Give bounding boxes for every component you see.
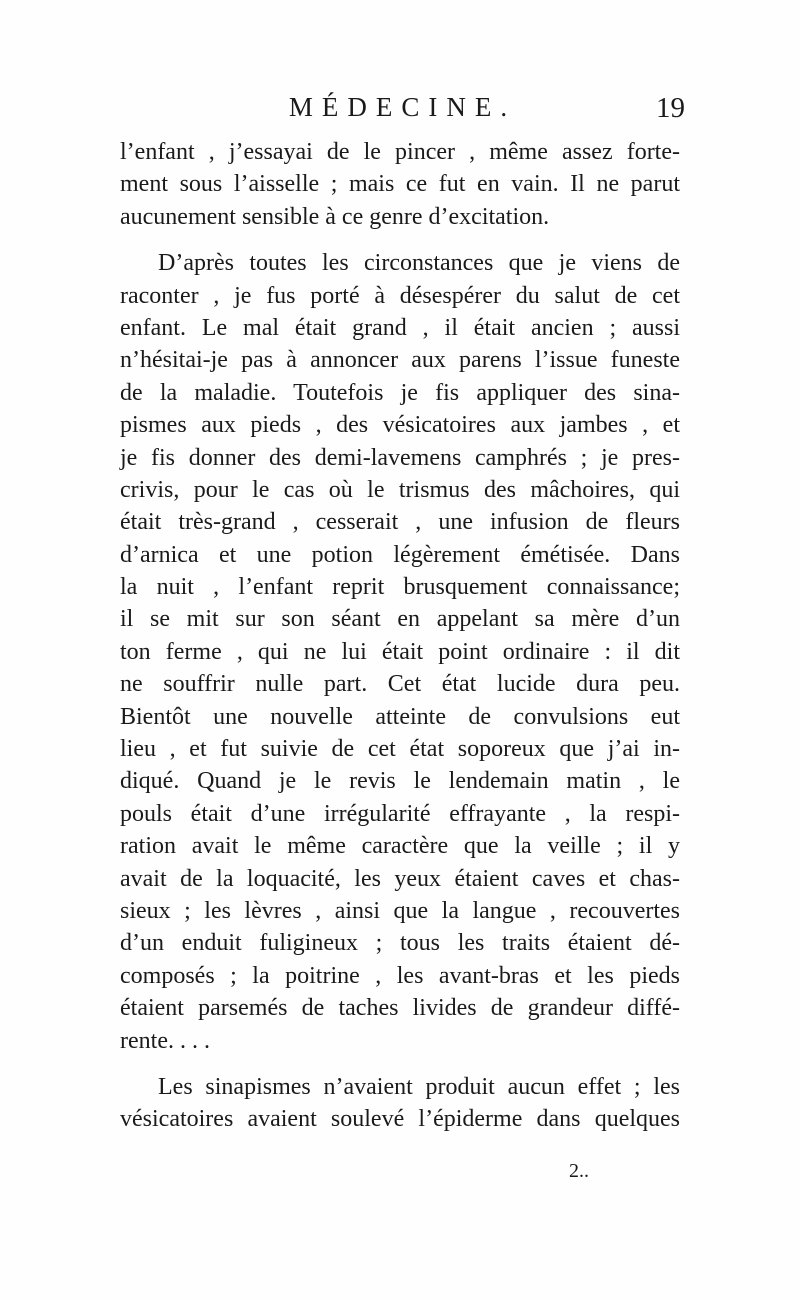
- text-line: de la maladie. Toutefois je fis appliquer des sina-: [120, 379, 680, 406]
- text-line: je fis donner des demi-lavemens camphrés ; je pres-: [120, 444, 680, 471]
- text-line: pouls était d’une irrégularité effrayante , la respi-: [120, 800, 680, 827]
- paragraph-gap: [120, 1057, 680, 1071]
- text-line: vésicatoires avaient soulevé l’épiderme dans quelques: [120, 1106, 680, 1133]
- text-line: raconter , je fus porté à désespérer du salut de cet: [120, 282, 680, 309]
- text-line: l’enfant , j’essayai de le pincer , même assez forte-: [120, 139, 680, 165]
- text-line: enfant. Le mal était grand , il était ancien ; aussi: [120, 314, 680, 341]
- page-number: 19: [656, 92, 685, 124]
- text-line: diqué. Quand je le revis le lendemain matin , le: [120, 768, 680, 795]
- signature-mark: 2..: [569, 1160, 589, 1182]
- text-line: aucunement sensible à ce genre d’excitation.: [120, 203, 550, 230]
- running-head: [120, 92, 685, 132]
- text-line: pismes aux pieds , des vésicatoires aux jambes , et: [120, 412, 680, 439]
- running-title: MÉDECINE.: [288, 92, 517, 122]
- text-line: ton ferme , qui ne lui était point ordinaire : il dit: [120, 638, 680, 665]
- text-line: D’après toutes les circonstances que je viens de: [158, 250, 680, 277]
- text-line: d’un enduit fuligineux ; tous les traits étaient dé-: [120, 930, 680, 957]
- paragraph-gap: [120, 233, 680, 247]
- text-line: Bientôt une nouvelle atteinte de convulsions eut: [120, 703, 680, 730]
- text-line: rente. . . .: [120, 1027, 210, 1054]
- text-line: sieux ; les lèvres , ainsi que la langue , recouvertes: [120, 897, 680, 924]
- text-line: d’arnica et une potion légèrement émétisée. Dans: [120, 541, 680, 568]
- text-line: crivis, pour le cas où le trismus des mâchoires, qui: [120, 476, 680, 503]
- body-text: [120, 136, 680, 1136]
- text-line: étaient parsemés de taches livides de grandeur diffé-: [120, 995, 680, 1022]
- text-line: il se mit sur son séant en appelant sa mère d’un: [120, 606, 680, 633]
- text-line: lieu , et fut suivie de cet état soporeux que j’ai in-: [120, 736, 680, 763]
- text-line: avait de la loquacité, les yeux étaient caves et chas-: [120, 865, 680, 892]
- text-line: Les sinapismes n’avaient produit aucun effet ; les: [158, 1073, 680, 1100]
- text-line: ment sous l’aisselle ; mais ce fut en vain. Il ne parut: [120, 171, 680, 198]
- text-line: la nuit , l’enfant reprit brusquement connaissance;: [120, 574, 680, 601]
- text-line: ne souffrir nulle part. Cet état lucide dura peu.: [120, 671, 680, 698]
- text-line: ration avait le même caractère que la veille ; il y: [120, 833, 680, 860]
- text-line: n’hésitai-je pas à annoncer aux parens l’issue funeste: [120, 347, 680, 374]
- text-line: composés ; la poitrine , les avant-bras et les pieds: [120, 962, 680, 989]
- text-line: était très-grand , cesserait , une infusion de fleurs: [120, 509, 680, 536]
